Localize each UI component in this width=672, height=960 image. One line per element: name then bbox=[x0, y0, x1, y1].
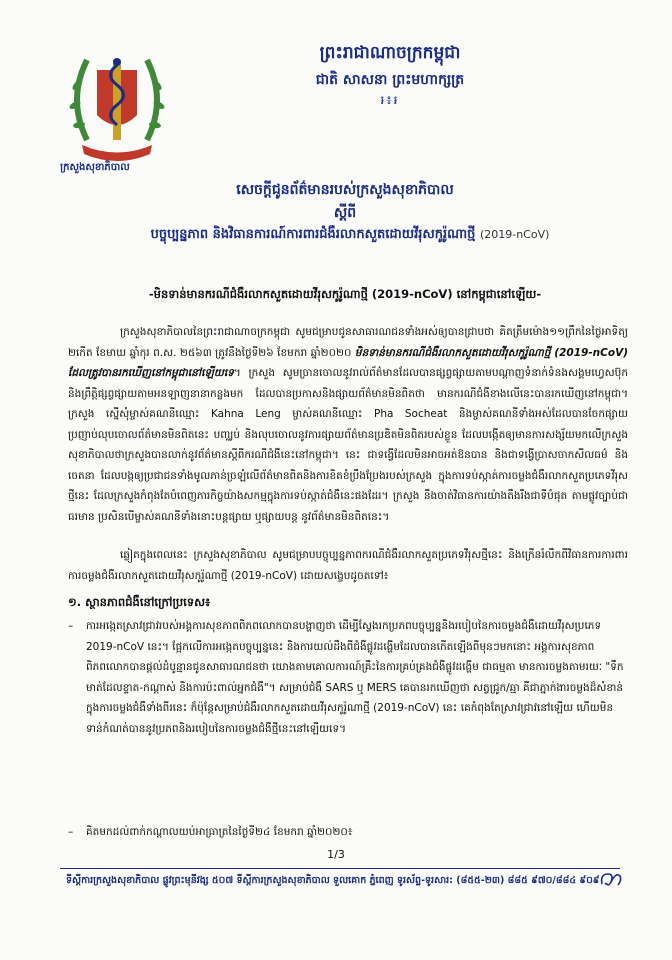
bullet-1-text: ការអង្កេតស្រាវជ្រាវរបស់អង្គការសុខភាពពិភពលោកបានបង្ហាញថា ដើម្បីស្វែងរកប្រភពបច្ចុប្បន្ននិងរបៀបនៃការចម្លងជំងឺដោយវីរុសប្រភេទ 2019-nCoV នេះ។ ផ្អែកលើការអង្កេតបច្ចុប្បន្ននេះ និងការយល់ដឹងពីជំងឺផ្លូវដង្ហើមដែលបានកើតឡើងពីមុនៗមកនោះ អង្គការសុខភាពពិភពលោកបានផ្តល់ដំបូន្មានជូនសាធារណជនថា យោងតាមគោលការណ៍គ្រឹះនៃការគ្រប់គ្រងជំងឺផ្លូវដង្ហើម ជាធម្មតា មានការចម្លងតាមរយៈ "ទឹកមាត់ដែលខ្ទាត-កណ្តាស់ និងការប៉ះពាល់អ្នកជំងឺ"។ សម្រាប់ជំងឺ SARS ឬ MERS គេបានរកឃើញថា សត្វជ្រូក/ឆ្មា គឺជាភ្នាក់ងារចម្លងដ៏សំខាន់ក្នុងការចម្លងជំងឺទាំងពីរនេះ ក៏ប៉ុន្តែសម្រាប់ជំងឺរលាកសួតដោយវីរុសកូរ៉ូណាថ្មី (2019-nCoV) នេះ គេកំពុងតែស្រាវជ្រាវនៅឡើយ ហើយមិនទាន់កំណត់បាននូវប្រភពនិងរបៀបនៃការចម្លងជំងឺថ្មីនេះនៅឡើយទេ។ bbox=[86, 620, 624, 735]
virus-code: (2019-nCoV) bbox=[479, 228, 550, 241]
bullet-dash: – bbox=[68, 620, 74, 632]
ministry-logo-label: ក្រសួងសុខាភិបាល bbox=[60, 162, 130, 173]
initials-signature-icon bbox=[598, 868, 624, 890]
header-ornament: ៛៖៛ bbox=[380, 93, 400, 107]
national-motto: ជាតិ សាសនា ព្រះមហាក្សត្រ bbox=[315, 72, 465, 88]
document-title-line1: សេចក្តីជូនព័ត៌មានរបស់ក្រសួងសុខាភិបាល bbox=[236, 182, 454, 198]
document-title-text: បច្ចុប្បន្នភាព និងវិធានការណ៍ការពារជំងឺរលាកសួតដោយវីរុសកូរ៉ូណាថ្មី bbox=[150, 227, 476, 242]
paragraph-1 bbox=[68, 322, 628, 527]
section-1-title: ១. ស្ថានភាពជំងឺនៅក្រៅប្រទេស៖ bbox=[68, 595, 211, 609]
section-1-bullet-2 bbox=[68, 822, 628, 843]
footer-divider bbox=[60, 868, 620, 869]
ministry-of-health-emblem-icon bbox=[62, 30, 172, 170]
bullet-dash: – bbox=[68, 826, 74, 838]
paragraph-2: ឆ្លៀតក្នុងពេលនេះ ក្រសួងសុខាភិបាល សូមជម្រាបបច្ចុប្បន្នភាពករណីជំងឺរលាកសួតប្រភេទវីរុសថ្មីនេះ និងក្រើនរំលឹកពីវិធានការការពារការចម្លងជំងឺរលាកសួតដោយវីរុសកូរ៉ូណាថ្មី (2019-nCoV) ដោយសង្ខេបដូចតទៅ៖ bbox=[68, 549, 628, 582]
bullet-2-text: គិតមកដល់ពាក់កណ្តាលយប់អាធ្រាត្រនៃថ្ងៃទី២៤ ខែមករា ឆ្នាំ២០២០៖ bbox=[86, 826, 353, 838]
section-1-bullet-1 bbox=[68, 616, 628, 739]
document-title-line2: ស្តីពី bbox=[333, 205, 357, 221]
footer-address: ទីស្តីការក្រសួងសុខាភិបាល ផ្លូវព្រះមុនីវង្ស ៥០៧ ទីស្តីការក្រសួងសុខាភិបាល ទួលគោក ភ្នំពេញ ទូរស័ព្ទ-ទូរសារ: (៨៥៥-២៣) ៨៨៥ ៩៧០/៨៨៤ ៩០៩ bbox=[66, 875, 600, 886]
paragraph-1-rest: ។ ក្រសួង សូមច្រានចោលនូវរាល់ព័ត៌មានដែលបានផ្សព្វផ្សាយតាមបណ្តាញទំនាក់ទំនងសង្គមហ្វេសប៊ុក និងព្រឹត្តិផ្សព្វផ្សាយតាមអនឡាញនានាកន្លងមក ដែលបានប្រកាសនិងផ្សាយព័ត៌មានមិនពិតថា មានករណីជំងឺខាងលើនេះបានរកឃើញនៅកម្ពុជា។ ក្រសួង ស្នើសុំម្ចាស់គណនីឈ្មោះ Kahna Leng ម្ចាស់គណនីឈ្មោះ Pha Socheat និងម្ចាស់គណនីទាំងអស់ដែលបានចែកផ្សាយ ប្រញាប់លុបចោលព័ត៌មានមិនពិតនេះ បញ្ឈប់ និងលុបចោលនូវការផ្សាយព័ត៌មានប្រឌិតមិនពិតរបស់ខ្លួន ដែលបង្កើតឲ្យមានការសង្ស័យមកលើក្រសួងសុខាភិបាលថាក្រសួងបានលាក់នូវព័ត៌មានស្តីពីករណីជំងឺនេះនៅកម្ពុជា។ នេះ ជាទង្វើដែលមិនអាចអត់ឱនបាន និងជាទង្វើប្រាសចាកសីលធម៌ និងចេតនា ដែលបង្កឲ្យប្រជាជនទាំងមូលភាន់ច្រឡំលើព័ត៌មានពិតនិងការខិតខំប្រឹងប្រែងរបស់ក្រសួង ក្នុងការទប់ស្កាត់ការចម្លងជំងឺរលាកសួតប្រភេទវីរុសថ្មីនេះ ដែលក្រសួងកំពុងតែបំពេញភារកិច្ចយ៉ាងសកម្មក្នុងការទប់ស្កាត់ជំងឺនេះផងដែរ។ ក្រសួង នឹងចាត់វិធានការយ៉ាងតឹងរឹងជាទីបំផុត តាមផ្លូវច្បាប់ជាធរមាន ប្រសិនបើម្ចាស់គណនីទាំងនោះបន្តផ្សាយ ឬផ្សាយបន្ត នូវព័ត៌មានមិនពិតនេះ។ bbox=[68, 367, 628, 523]
kingdom-heading: ព្រះរាជាណាចក្រកម្ពុជា bbox=[319, 43, 461, 63]
page-number: 1/3 bbox=[327, 848, 345, 861]
paragraph-1-emphasis: មិនទាន់មានករណីជំងឺរលាកសួតដោយវីរុសកូរ៉ូណាថ្មី (2019-nCoV) ដែលត្រូវបានរកឃើញនៅកម្ពុជានៅឡើយទេ bbox=[68, 346, 629, 379]
document-title-line3 bbox=[80, 226, 620, 245]
paragraph-1-intro: ក្រសួងសុខាភិបាលនៃព្រះរាជាណាចក្រកម្ពុជា សូមជម្រាបជូនសាធារណជនទាំងអស់ឲ្យបានជ្រាបថា គិតត្រឹមម៉ោង១១ព្រឹកនៃថ្ងៃអាទិត្យ ២កើត ខែមាឃ ឆ្នាំកុរ ព.ស. ២៥៦៣ ត្រូវនឹងថ្ងៃទី២៦ ខែមករា ឆ្នាំ២០២០ bbox=[68, 326, 628, 359]
document-subheading: -មិនទាន់មានករណីជំងឺរលាកសួតដោយវីរុសកូរ៉ូណាថ្មី (2019-nCoV) នៅកម្ពុជានៅឡើយ- bbox=[148, 287, 542, 301]
